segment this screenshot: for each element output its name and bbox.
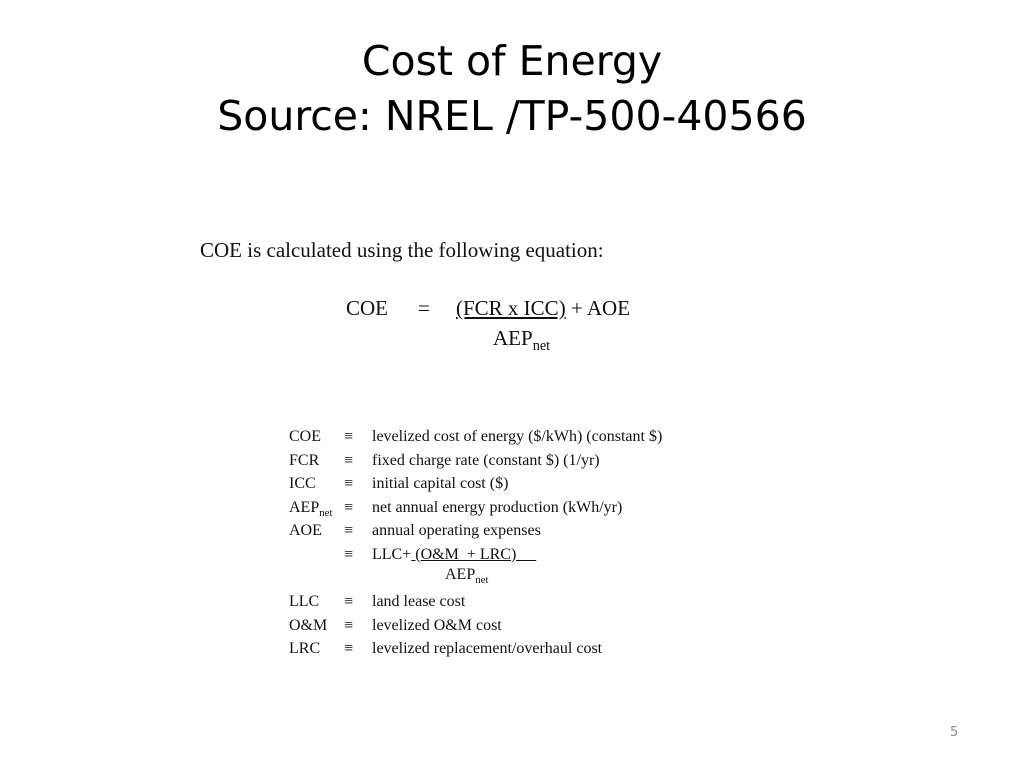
description: levelized replacement/overhaul cost	[372, 640, 603, 657]
equiv-symbol: ≡	[344, 616, 354, 634]
formula-denominator	[445, 566, 489, 584]
equiv-symbol: ≡	[344, 428, 354, 445]
denominator-main: AEP	[493, 326, 533, 350]
term-sub: net	[319, 506, 333, 519]
numerator-rest: + AOE	[565, 296, 631, 320]
term: LLC	[289, 593, 320, 610]
equation-denominator	[493, 326, 551, 354]
formula-prefix: LLC+	[372, 545, 412, 563]
equiv-symbol: ≡	[344, 522, 354, 539]
term: COE	[289, 428, 321, 445]
description: levelized cost of energy ($/kWh) (constant $)	[372, 428, 663, 445]
description: land lease cost	[372, 593, 466, 610]
equation-numerator	[456, 296, 630, 321]
formula-den-main: AEP	[445, 566, 476, 583]
term: AOE	[289, 522, 322, 539]
description: fixed charge rate (constant $) (1/yr)	[372, 451, 600, 469]
description: net annual energy production (kWh/yr)	[372, 498, 623, 516]
description: initial capital cost ($)	[372, 475, 509, 492]
term-main: AEP	[289, 498, 320, 516]
title-line-2: Source: NREL /TP-500-40566	[217, 92, 807, 140]
title-line-1: Cost of Energy	[361, 37, 663, 85]
term: LRC	[289, 640, 321, 657]
description: levelized O&M cost	[372, 616, 502, 634]
description: annual operating expenses	[372, 522, 541, 539]
term: ICC	[289, 475, 316, 492]
formula-den-sub: net	[475, 573, 489, 586]
formula-numerator: (O&M + LRC)	[411, 545, 537, 563]
slide-title	[0, 34, 1024, 144]
equiv-symbol: ≡	[344, 498, 354, 516]
equiv-symbol: ≡	[344, 475, 354, 492]
equation-lhs: COE	[346, 296, 388, 320]
numerator-underlined: (FCR x ICC)	[456, 296, 566, 320]
denominator-sub: net	[532, 337, 551, 354]
term: O&M	[289, 616, 328, 634]
description	[372, 546, 536, 564]
term: FCR	[289, 451, 320, 469]
equiv-symbol: ≡	[344, 593, 354, 610]
page-number: 5	[950, 725, 959, 740]
equation-equals: =	[418, 296, 430, 320]
equiv-symbol: ≡	[344, 640, 354, 657]
term	[289, 499, 333, 517]
equiv-symbol: ≡	[344, 545, 354, 563]
equiv-symbol: ≡	[344, 451, 354, 469]
equation-intro: COE is calculated using the following equation:	[200, 238, 604, 262]
